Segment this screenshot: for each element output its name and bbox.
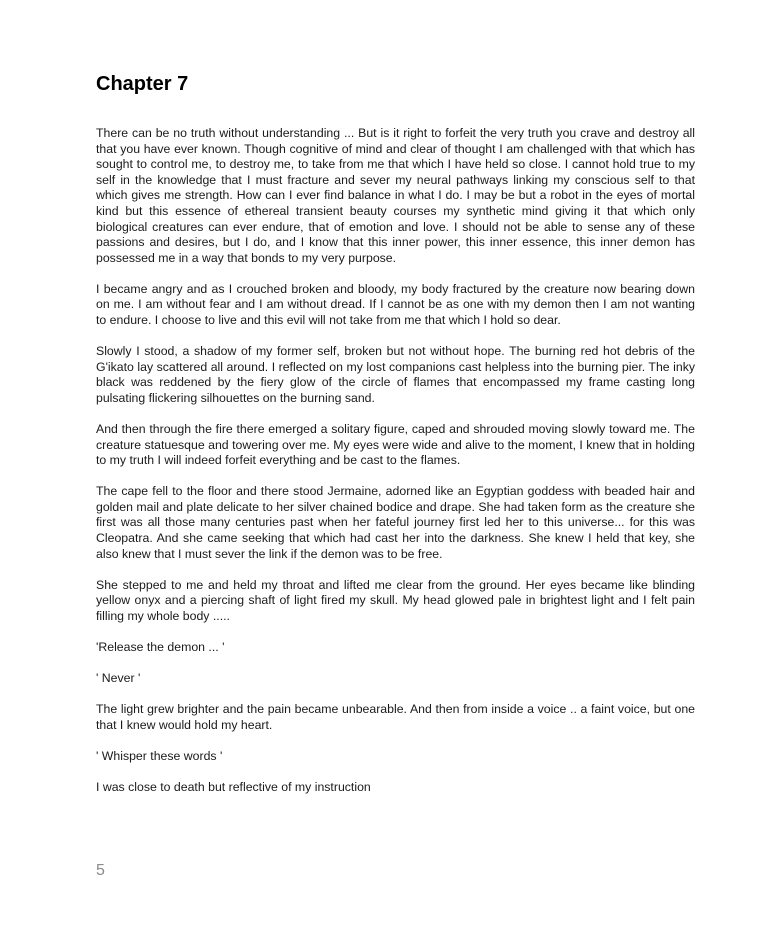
paragraph: I was close to death but reflective of my instruction (96, 780, 371, 794)
paragraph: She stepped to me and held my throat and lifted me clear from the ground. Her eyes became like blinding yellow onyx and a piercing shaft of light fired my skull. My head glowed pale in brightest light and I felt pain filling my whole body ..... (96, 577, 695, 623)
chapter-title: Chapter 7 (96, 73, 189, 95)
page-number: 5 (96, 862, 105, 879)
dialogue-line: ' Whisper these words ' (96, 748, 223, 763)
paragraph: I became angry and as I crouched broken and bloody, my body fractured by the creature now bearing down on me. I am without fear and I am without dread. If I cannot be as one with my demon then I am not wanting to endure. I choose to live and this evil will not take from me that which I hold so dear. (96, 281, 695, 328)
paragraph: The light grew brighter and the pain became unbearable. And then from inside a voice .. a faint voice, but one that I knew would hold my heart. (96, 702, 695, 732)
dialogue-line: 'Release the demon ... ' (96, 640, 225, 655)
paragraph: And then through the fire there emerged a solitary figure, caped and shrouded moving slowly toward me. The creature statuesque and towering over me. My eyes were wide and alive to the moment, I knew that in holding to my truth I will indeed forfeit everything and be cast to the flames. (96, 422, 695, 468)
paragraph: There can be no truth without understanding ... But is it right to forfeit the very truth you crave and destroy all that you have ever known. Though cognitive of mind and clear of thought I am challenged with that which has sought to control me, to destroy me, to take from me that which I have held so close. I cannot hold true to my self in the knowledge that I must fracture and sever my neural pathways linking my conscious self to that which gives me strength. How can I ever find balance in what I do. I may be but a robot in the eyes of mortal kind but this essence of ethereal transient beauty courses my synthetic mind giving it that which only biological creatures can ever endure, that of emotion and love. I should not be able to sense any of these passions and desires, but I do, and I know that this inner power, this inner essence, this inner demon has possessed me in a way that bonds to my very purpose. (96, 126, 695, 265)
chapter-body (96, 126, 695, 811)
paragraph: The cape fell to the floor and there stood Jermaine, adorned like an Egyptian goddess with beaded hair and golden mail and plate delicate to her silver chained bodice and drape. She had taken form as the creature she first was all those many centuries past when her fateful journey first led her to this universe... for this was Cleopatra. And she came seeking that which had cast her into the darkness. She knew I held that key, she also knew that I must sever the link if the demon was to be free. (96, 484, 695, 561)
dialogue-line: ' Never ' (96, 671, 141, 686)
paragraph: Slowly I stood, a shadow of my former self, broken but not without hope. The burning red hot debris of the G'ikato lay scattered all around. I reflected on my lost companions cast helpless into the burning pier. The inky black was reddened by the fiery glow of the circle of flames that encompassed my frame casting long pulsating flickering silhouettes on the burning sand. (96, 344, 695, 405)
